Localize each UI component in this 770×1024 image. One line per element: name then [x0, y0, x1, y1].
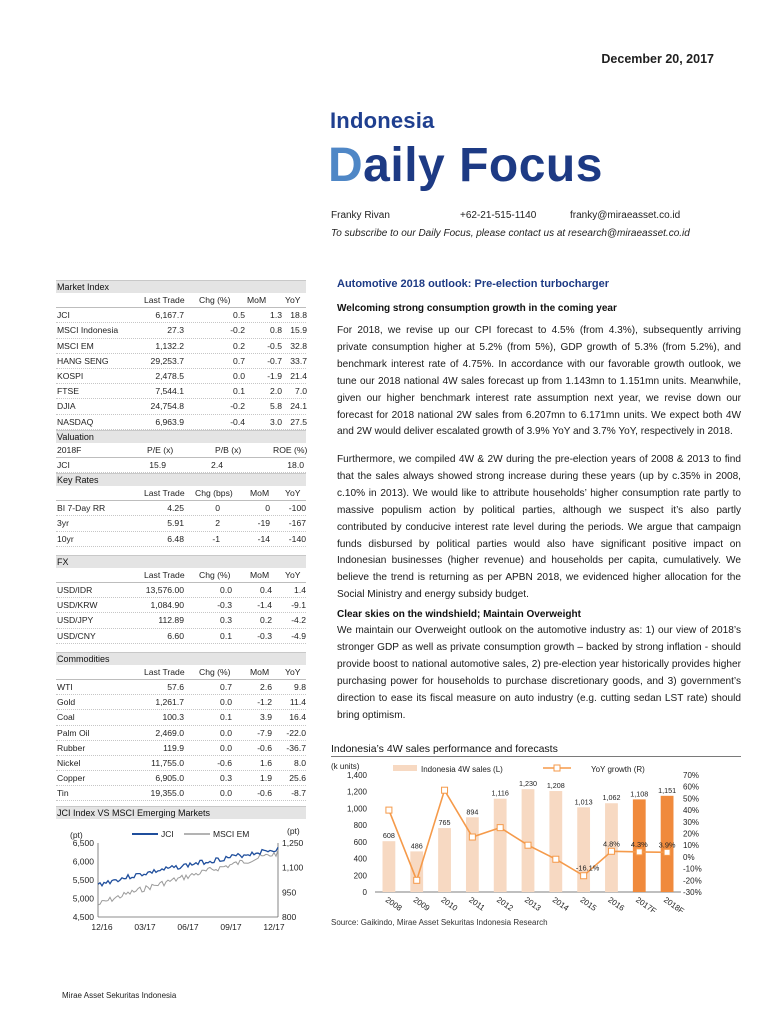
table-row: [56, 680, 306, 695]
cell-value: 1.4: [294, 585, 306, 595]
cell-value: -4.9: [291, 630, 306, 641]
x-tick-label: 2014: [550, 895, 571, 913]
cell-value: 112.89: [158, 615, 184, 626]
commodities-section: [56, 652, 306, 802]
cell-value: -100: [288, 503, 306, 514]
cell-value: 29,253.7: [150, 355, 184, 366]
cell-value: 9.8: [294, 681, 306, 692]
table-row: [56, 384, 306, 399]
cell-value: 5.8: [270, 401, 282, 412]
table-row: [56, 516, 306, 531]
cell-value: 18.0: [287, 459, 304, 470]
column-header: Last Trade: [144, 488, 185, 499]
column-header: P/B (x): [215, 444, 242, 455]
left-unit-label: (pt): [70, 830, 83, 840]
right-tick-label: 1,250: [282, 838, 304, 848]
cell-value: -140: [288, 533, 306, 544]
right-tick-label: 10%: [683, 841, 700, 851]
row-label: FTSE: [57, 386, 79, 397]
right-tick-label: 20%: [683, 829, 700, 839]
table-header: [56, 486, 306, 501]
row-label: DJIA: [57, 401, 76, 412]
table-row: [56, 710, 306, 725]
bar-value-label: 486: [410, 841, 423, 851]
cell-value: -19: [257, 518, 270, 529]
right-tick-label: 800: [282, 912, 297, 922]
market-tables: [56, 280, 306, 801]
right-tick-label: 40%: [683, 806, 700, 816]
sales-bar: [494, 799, 507, 892]
column-header: Last Trade: [144, 666, 185, 677]
cell-value: -7.9: [257, 727, 272, 738]
cell-value: 11,755.0: [151, 757, 184, 768]
legend-line-label: YoY growth (R): [591, 765, 645, 774]
brand-title: [328, 138, 603, 193]
left-tick-label: 200: [353, 871, 367, 881]
left-tick-label: 4,500: [72, 912, 94, 922]
column-header: YoY: [285, 295, 301, 305]
cell-value: -0.3: [257, 630, 272, 641]
left-tick-label: 0: [362, 888, 367, 897]
cell-value: 21.4: [290, 370, 307, 381]
cell-value: 0.7: [233, 355, 245, 366]
x-tick-label: 2015: [578, 895, 599, 913]
cell-value: 3.9: [260, 712, 272, 723]
x-tick-label: 2018F: [661, 895, 686, 916]
mini-chart-title: JCI Index VS MSCI Emerging Markets: [56, 806, 306, 819]
x-tick-label: 2013: [522, 895, 543, 913]
cell-value: -0.5: [267, 340, 282, 351]
cell-value: 0.4: [260, 585, 272, 595]
cell-value: 27.3: [167, 325, 184, 336]
cell-value: 1,132.2: [155, 340, 184, 351]
right-tick-label: -10%: [683, 864, 702, 874]
cell-value: 2.6: [260, 681, 272, 692]
bar-value-label: 765: [438, 818, 451, 828]
bar-value-label: 894: [466, 807, 479, 817]
left-tick-label: 1,000: [346, 804, 367, 814]
table-row: [56, 629, 306, 644]
cell-value: -0.6: [217, 757, 232, 768]
column-header: YoY: [285, 488, 301, 499]
cell-value: 0.3: [220, 615, 232, 626]
bar-value-label: 1,151: [658, 785, 677, 795]
row-label: Nickel: [57, 757, 81, 768]
cell-value: 19,355.0: [150, 788, 184, 799]
table-row: [56, 786, 306, 801]
cell-value: 0.0: [220, 585, 232, 595]
y-axis-unit: (k units): [331, 762, 360, 771]
section-title: Market Index: [56, 280, 306, 293]
left-tick-label: 6,500: [72, 838, 94, 848]
sales-bar: [577, 807, 590, 892]
bar-value-label: 1,116: [491, 788, 509, 798]
left-tick-label: 1,400: [346, 771, 367, 780]
column-header: Chg (%): [199, 666, 231, 677]
x-tick-label: 06/17: [177, 922, 199, 932]
table-row: [56, 695, 306, 710]
table-row: [56, 741, 306, 756]
row-label: Copper: [57, 773, 86, 784]
sales-bar: [522, 789, 535, 892]
column-header: MoM: [250, 666, 270, 677]
chart-source: Source: Gaikindo, Mirae Asset Sekuritas Indonesia Research: [331, 918, 548, 927]
table-row: [56, 369, 306, 384]
x-tick-label: 2011: [467, 895, 487, 913]
yoy-marker: [581, 873, 587, 879]
cell-value: 2: [215, 518, 220, 529]
cell-value: 0.3: [220, 773, 232, 784]
legend-bar-label: Indonesia 4W sales (L): [421, 765, 503, 774]
bar-value-label: 1,230: [519, 779, 537, 789]
cell-value: 7,544.1: [155, 386, 184, 397]
analyst-phone: +62-21-515-1140: [460, 210, 537, 221]
yoy-marker: [442, 787, 448, 793]
cell-value: 18.8: [290, 310, 307, 321]
brand-rest: aily Focus: [363, 139, 603, 192]
row-label: Gold: [57, 697, 76, 708]
yoy-value-label: -16.1%: [575, 863, 600, 873]
cell-value: 24.1: [290, 401, 307, 412]
row-label: Rubber: [57, 742, 86, 753]
legend-jci-label: JCI: [161, 829, 174, 839]
yoy-marker: [414, 877, 420, 883]
legend-msci-label: MSCI EM: [213, 829, 250, 839]
cell-value: 24,754.8: [150, 401, 184, 412]
cell-value: 0.2: [260, 615, 272, 626]
left-tick-label: 400: [353, 854, 367, 864]
cell-value: 119.9: [163, 742, 184, 753]
key-rates-section: [56, 473, 306, 547]
x-tick-label: 2008: [383, 895, 404, 913]
sales-chart-svg: [331, 761, 741, 916]
cell-value: 0.0: [220, 697, 232, 708]
fx-section: [56, 555, 306, 644]
yoy-value-label: 4.3%: [630, 839, 648, 849]
cell-value: 1.3: [270, 310, 282, 321]
cell-value: 0.1: [233, 386, 245, 397]
column-header: 2018F: [57, 444, 82, 455]
column-header: Chg (bps): [195, 488, 233, 499]
right-tick-label: 1,100: [282, 862, 304, 873]
right-tick-label: 950: [282, 887, 297, 898]
cell-value: 33.7: [290, 355, 307, 366]
table-row: [56, 583, 306, 598]
table-row: [56, 501, 306, 516]
yoy-value-label: 4.8%: [603, 839, 620, 849]
section-title: Commodities: [56, 652, 306, 665]
table-row: [56, 532, 306, 547]
yoy-marker: [636, 849, 642, 855]
cell-value: -4.2: [291, 615, 306, 626]
right-tick-label: 30%: [683, 817, 700, 827]
bar-value-label: 608: [382, 831, 395, 841]
cell-value: 3.0: [270, 416, 282, 427]
cell-value: 4.25: [167, 503, 184, 514]
row-label: Coal: [57, 712, 75, 723]
row-label: MSCI EM: [57, 340, 94, 351]
cell-value: 6,905.0: [155, 773, 184, 784]
cell-value: 2,478.5: [155, 370, 184, 381]
table-row: [56, 756, 306, 771]
bar-value-label: 1,013: [574, 797, 593, 807]
cell-value: 0.7: [220, 681, 232, 692]
table-header: [56, 568, 306, 583]
yoy-value-label: 3.9%: [658, 840, 676, 850]
cell-value: 2,469.0: [155, 727, 184, 738]
row-label: Tin: [57, 788, 69, 799]
table-header: [56, 665, 306, 680]
analyst-name: Franky Rivan: [331, 210, 390, 221]
cell-value: 11.4: [289, 697, 306, 708]
table-row: [56, 308, 306, 323]
yoy-marker: [608, 848, 614, 854]
yoy-marker: [497, 825, 503, 831]
bar-value-label: 1,062: [602, 793, 621, 803]
x-tick-label: 12/17: [263, 922, 285, 932]
table-row: [56, 598, 306, 613]
table-row: [56, 323, 306, 338]
table-row: [56, 458, 306, 473]
cell-value: 2.0: [270, 386, 282, 397]
mini-chart-svg: [56, 819, 306, 936]
yoy-marker: [525, 842, 531, 848]
column-header: Chg (%): [199, 295, 231, 305]
sales-chart-title: Indonesia’s 4W sales performance and forecasts: [331, 743, 741, 757]
cell-value: -1.4: [257, 600, 272, 611]
cell-value: 0.0: [220, 788, 232, 799]
article-paragraph-2: Furthermore, we compiled 4W & 2W during the pre-election years of 2008 & 2013 to find that the sales always showed strong increase during these years (up by c.35% in 2008, c.10% in 2013). We would like to attribute households’ higher consumption rate partly to massive populism action by political parties, although we suspect it’s also partly contributed by conducive interest rate level during the periods. We argue that campaign funds disbursed by political parties would also have significant positive impact on Indonesian businesses (higher revenue) and households per capita, cumulatively. We believe the trend is returning as per APBN 2018, we evidenced higher allocation for the Social Ministry and energy subsidy budget.: [337, 454, 741, 601]
cell-value: 6.48: [167, 533, 184, 544]
article-paragraph-1: For 2018, we revise up our CPI forecast to 4.5% (from 4.3%), subsequently arriving private consumption higher at 5.2% (from 5%), GDP growth of 5.3% (from 5.2%), and benchmark interest rate of 4.75%. In accordance with our favorable growth outlook, we tune our 2018 national 4W sales forecast up from 1.143mn to 1.151mn units. Meanwhile, given our higher benchmark interest rate assumption next year, we revise down our forecast for 2018 national 2W sales from 6.207mn to 6.171mn units. We expect both 4W and 2W would deliver escalated growth of 3.9% YoY and 3.7% YoY, respectively in 2018.: [337, 325, 741, 438]
cell-value: 57.6: [167, 681, 184, 692]
left-tick-label: 600: [353, 837, 367, 847]
cell-value: -0.2: [230, 401, 245, 412]
cell-value: 0.2: [233, 340, 245, 351]
sales-bar: [438, 828, 451, 892]
row-label: 3yr: [57, 518, 69, 529]
cell-value: 0.0: [220, 742, 232, 753]
table-header: [56, 443, 306, 458]
column-header: MoM: [250, 488, 270, 499]
cell-value: 5.91: [167, 518, 184, 529]
row-label: USD/KRW: [57, 600, 98, 611]
sales-bar: [549, 791, 562, 892]
x-tick-label: 09/17: [220, 922, 242, 932]
yoy-marker: [553, 856, 559, 862]
right-tick-label: -30%: [683, 888, 702, 897]
section-title: FX: [56, 555, 306, 568]
cell-value: 0.5: [233, 310, 245, 321]
row-label: KOSPI: [57, 370, 84, 381]
left-tick-label: 1,200: [346, 787, 367, 797]
x-tick-label: 2009: [411, 895, 432, 913]
cell-value: 1.6: [260, 757, 272, 768]
x-tick-label: 2016: [606, 895, 627, 913]
cell-value: 15.9: [149, 459, 166, 470]
cell-value: 27.5: [290, 416, 307, 427]
cell-value: -0.7: [267, 355, 282, 366]
table-row: [56, 771, 306, 786]
brand-initial: D: [328, 139, 364, 192]
column-header: Chg (%): [199, 569, 231, 580]
cell-value: 2.4: [211, 459, 223, 470]
cell-value: 0.1: [220, 712, 232, 723]
column-header: YoY: [285, 569, 301, 580]
legend-bar-swatch: [393, 765, 417, 771]
valuation-section: [56, 430, 306, 473]
left-tick-label: 6,000: [72, 856, 94, 867]
row-label: JCI: [57, 310, 70, 321]
cell-value: 0.1: [220, 630, 232, 641]
legend-line-marker: [554, 765, 560, 771]
msci-em-line: [98, 850, 278, 905]
sales-bar: [383, 841, 396, 892]
cell-value: -9.1: [291, 600, 306, 611]
cell-value: 15.9: [290, 325, 307, 336]
table-header: [56, 293, 306, 308]
cell-value: 1,261.7: [155, 697, 184, 708]
table-row: [56, 354, 306, 369]
region-title: Indonesia: [330, 108, 435, 133]
cell-value: 6.60: [167, 630, 184, 641]
right-tick-label: 0%: [683, 852, 695, 862]
cell-value: 0: [265, 503, 270, 514]
x-tick-label: 12/16: [91, 922, 113, 932]
cell-value: -14: [257, 533, 270, 544]
row-label: HANG SENG: [57, 355, 109, 366]
article-subheading-2: Clear skies on the windshield; Maintain Overweight: [337, 609, 581, 620]
column-header: YoY: [285, 666, 301, 677]
cell-value: 0.8: [270, 325, 282, 336]
bar-value-label: 1,208: [546, 781, 565, 791]
column-header: P/E (x): [147, 444, 174, 455]
left-tick-label: 800: [353, 821, 367, 831]
cell-value: 13,576.00: [145, 585, 184, 595]
row-label: WTI: [57, 681, 73, 692]
x-tick-label: 2017F: [634, 895, 658, 916]
cell-value: 1,084.90: [150, 600, 184, 611]
table-row: [56, 399, 306, 414]
column-header: Last Trade: [144, 295, 185, 305]
subscribe-note: To subscribe to our Daily Focus, please contact us at research@miraeasset.co.id: [331, 228, 690, 239]
column-header: MoM: [247, 295, 267, 305]
cell-value: -1.9: [267, 370, 282, 381]
cell-value: -167: [288, 518, 306, 529]
cell-value: 25.6: [289, 773, 306, 784]
column-header: MoM: [250, 569, 270, 580]
page-footer: Mirae Asset Sekuritas Indonesia: [62, 991, 177, 1000]
right-tick-label: -20%: [683, 876, 702, 886]
cell-value: -0.4: [230, 416, 245, 427]
right-unit-label: (pt): [287, 826, 300, 836]
article-subheading-1: Welcoming strong consumption growth in the coming year: [337, 303, 617, 314]
table-row: [56, 726, 306, 741]
cell-value: 0: [215, 503, 220, 514]
cell-value: -8.7: [291, 788, 306, 799]
cell-value: 8.0: [294, 757, 306, 768]
cell-value: 7.0: [295, 386, 307, 397]
market-index-section: [56, 280, 306, 430]
table-row: [56, 415, 306, 430]
section-title: Valuation: [56, 430, 306, 443]
right-tick-label: 60%: [683, 782, 700, 792]
sales-bar: [410, 851, 423, 892]
cell-value: 6,963.9: [155, 416, 184, 427]
cell-value: -1: [212, 533, 220, 544]
bar-value-label: 1,108: [630, 789, 649, 799]
yoy-marker: [469, 834, 475, 840]
cell-value: -36.7: [286, 742, 306, 753]
cell-value: -0.2: [230, 325, 245, 336]
row-label: USD/JPY: [57, 615, 94, 626]
x-tick-label: 03/17: [134, 922, 156, 932]
x-tick-label: 2010: [439, 895, 460, 913]
cell-value: 6,167.7: [155, 310, 184, 321]
right-tick-label: 70%: [683, 771, 700, 780]
cell-value: 1.9: [260, 773, 272, 784]
row-label: Palm Oil: [57, 727, 90, 738]
left-tick-label: 5,500: [72, 875, 94, 885]
article-title: Automotive 2018 outlook: Pre-election turbocharger: [337, 278, 609, 290]
row-label: BI 7-Day RR: [57, 503, 106, 514]
cell-value: 100.3: [162, 712, 184, 723]
cell-value: -22.0: [286, 727, 306, 738]
row-label: NASDAQ: [57, 416, 94, 427]
analyst-email[interactable]: franky@miraeasset.co.id: [570, 210, 681, 221]
cell-value: 0.0: [233, 370, 245, 381]
cell-value: -0.6: [257, 788, 272, 799]
cell-value: 0.0: [220, 727, 232, 738]
x-tick-label: 2012: [495, 895, 515, 913]
cell-value: -0.6: [257, 742, 272, 753]
article-paragraph-3: We maintain our Overweight outlook on the automotive industry as: 1) our view of 2018’s stronger GDP as well as private consumption growth – backed by strong inflation - should provide boost to national automotive sales, 2) pre-election year historically provides higher purchasing power for households to purchase discretionary goods, and 3) government’s direction to ease its fiscal measure on auto industry (e.g. cutting sedan LST rate) should bring optimism.: [337, 625, 741, 721]
row-label: MSCI Indonesia: [57, 325, 119, 336]
table-row: [56, 339, 306, 354]
right-tick-label: 50%: [683, 794, 700, 804]
cell-value: 16.4: [289, 712, 306, 723]
jci-vs-msci-chart: [56, 806, 306, 936]
row-label: 10yr: [57, 533, 74, 544]
row-label: JCI: [57, 459, 70, 470]
row-label: USD/IDR: [57, 585, 93, 595]
row-label: USD/CNY: [57, 630, 96, 641]
yoy-marker: [386, 807, 392, 813]
left-tick-label: 5,000: [72, 893, 94, 904]
yoy-marker: [664, 849, 670, 855]
cell-value: 32.8: [290, 340, 307, 351]
column-header: ROE (%): [273, 444, 308, 455]
report-date: December 20, 2017: [601, 52, 714, 66]
section-title: Key Rates: [56, 473, 306, 486]
cell-value: -1.2: [257, 697, 272, 708]
table-row: [56, 613, 306, 628]
column-header: Last Trade: [144, 569, 185, 580]
jci-line: [98, 847, 278, 886]
cell-value: -0.3: [217, 600, 232, 611]
